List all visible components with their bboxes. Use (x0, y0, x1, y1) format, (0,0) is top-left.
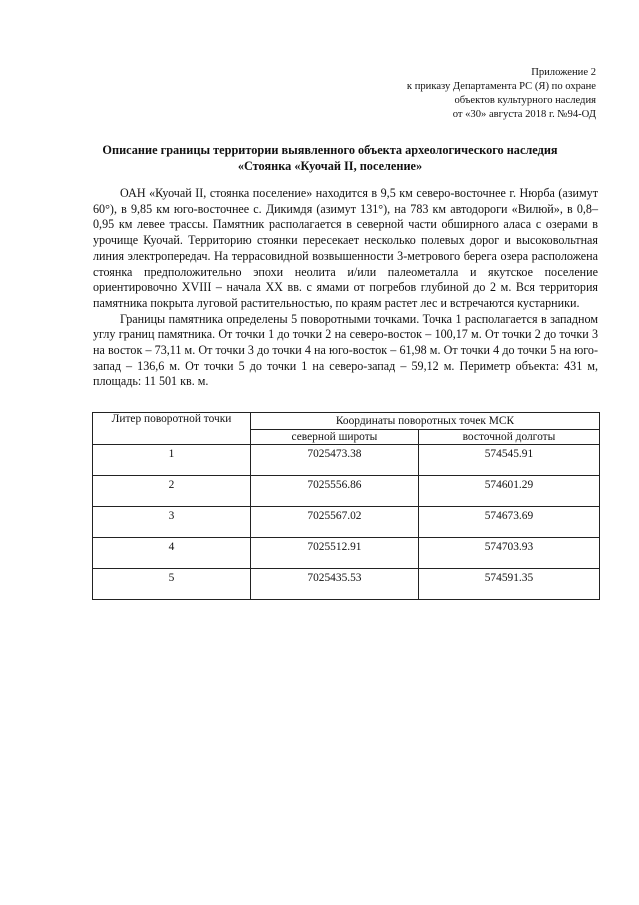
east-cell: 574545.91 (418, 445, 599, 476)
point-cell: 5 (93, 569, 251, 600)
north-cell: 7025435.53 (251, 569, 419, 600)
title-line: Описание границы территории выявленного объекта археологического наследия (102, 143, 558, 157)
point-cell: 2 (93, 476, 251, 507)
appendix-reference (407, 66, 596, 122)
table-row (93, 445, 600, 476)
boundary-paragraph: Границы памятника определены 5 поворотными точками. Точка 1 располагается в западном углу границ памятника. От точки 1 до точки 2 на северо-восток – 100,17 м. От точки 2 до точки 3 на восток – 73,11 м. От точки 3 до точки 4 на юго-восток – 61,98 м. От точки 4 до точки 5 на юго-запад – 136,6 м. От точки 5 до точки 1 на северо-запад – 59,12 м. Периметр объекта: 431 м, площадь: 11 501 кв. м. (93, 311, 598, 389)
appendix-line: от «30» августа 2018 г. №94-ОД (452, 109, 596, 120)
east-cell: 574673.69 (418, 507, 599, 538)
header-point-liter: Литер поворотной точки (93, 413, 251, 445)
point-cell: 1 (93, 445, 251, 476)
appendix-line: Приложение 2 (531, 67, 596, 78)
document-title (60, 142, 600, 174)
header-east-longitude: восточной долготы (418, 430, 599, 445)
east-cell: 574591.35 (418, 569, 599, 600)
table-row (93, 538, 600, 569)
north-cell: 7025556.86 (251, 476, 419, 507)
table-row (93, 476, 600, 507)
table-row (93, 507, 600, 538)
header-north-latitude: северной широты (251, 430, 419, 445)
title-line: «Стоянка «Куочай II, поселение» (237, 159, 423, 173)
table-row (93, 569, 600, 600)
north-cell: 7025567.02 (251, 507, 419, 538)
appendix-line: к приказу Департамента РС (Я) по охране (406, 81, 596, 92)
description-body (93, 186, 598, 390)
north-cell: 7025473.38 (251, 445, 419, 476)
header-msk-coordinates: Координаты поворотных точек МСК (251, 413, 600, 430)
east-cell: 574703.93 (418, 538, 599, 569)
point-cell: 4 (93, 538, 251, 569)
point-cell: 3 (93, 507, 251, 538)
north-cell: 7025512.91 (251, 538, 419, 569)
description-paragraph: ОАН «Куочай II, стоянка поселение» находится в 9,5 км северо-восточнее г. Нюрба (азимут 60°), в 9,85 км юго-восточнее с. Дикимдя (азимут 131°), на 783 км автодороги «Вилюй», в 0,8–0,95 км левее трассы. Памятник располагается в северной части обширного аласа с озерами в урочище Куочай. Территорию стоянки пересекает несколько полевых дорог и высоковольтная линия электропередач. На террасовидной возвышенности 3-метрового берега озера расположена стоянка предположительно эпохи неолита и/или палеометалла и якутское поселение ориентировочно XVIII – начала XX вв. с ямами от погребов глубиной до 2 м. Вся территория памятника покрыта луговой растительностью, по краям растет лес и встречаются кустарники. (93, 186, 598, 310)
coordinates-table (92, 412, 600, 600)
east-cell: 574601.29 (418, 476, 599, 507)
appendix-line: объектов культурного наследия (454, 95, 596, 106)
